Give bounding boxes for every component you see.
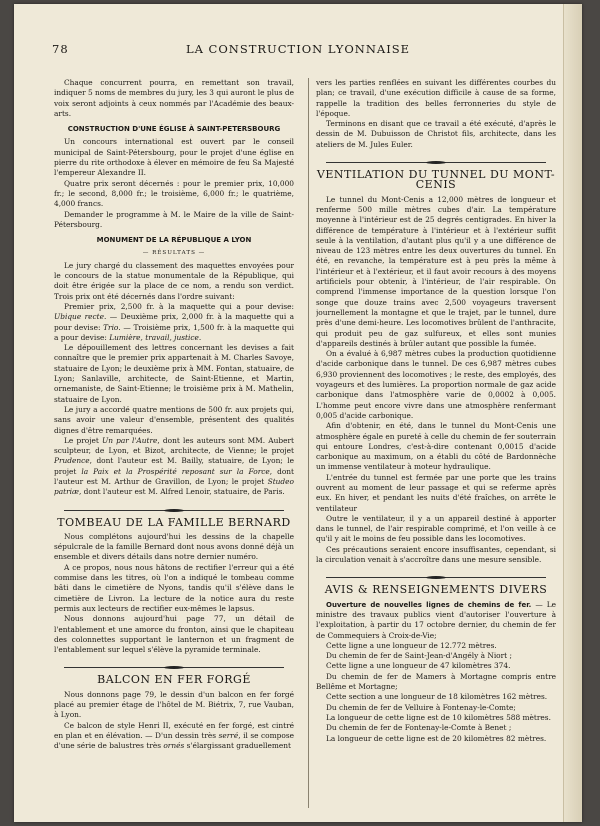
paragraph: Le dépouillement des lettres concernant les devises a fait connaître que le premier prix appartenait à M. Charles Savoye, statuaire de Lyon; le deuxième prix à MM. Fontan, statuaire, de Lyon; Sanlaville, architecte, de Saint-Etienne, et Martin, ornemaniste, de Saint-Etienne; le troisième prix à M. Mathelin, statuaire de Lyon. xyxy=(54,343,294,404)
section-heading-ventilation: VENTILATION DU TUNNEL DU MONT-CENIS xyxy=(316,168,556,192)
right-column xyxy=(316,78,556,813)
paragraph: Le projet Un par l'Autre, dont les auteurs sont MM. Aubert sculpteur, de Lyon, et Bizot, architecte, de Vienne; le projet Prudence, dont l'auteur est M. Bailly, statuaire, de Lyon; le projet la Paix et la Prospérité reposant sur la Force, dont l'auteur est M. Arthur de Gravillon, de Lyon; le projet Studeo patriæ, dont l'auteur est M. Alfred Lenoir, statuaire, de Paris. xyxy=(54,435,294,497)
paragraph: A ce propos, nous nous hâtons de rectifier l'erreur qui a été commise dans les titres, où l'on a indiqué le tombeau comme bâti dans le cimetière de Nyons, tandis qu'il s'élève dans le cimetière de Livron. La lecture de la notice aura du reste permis aux lecteurs de rectifier eux-mêmes le lapsus. xyxy=(54,562,294,613)
paragraph: Ce balcon de style Henri II, exécuté en fer forgé, est cintré en plan et en élévation. — D'un dessin très serré, il se compose d'une série de balustres très ornés s'élargissant graduellement xyxy=(54,720,294,751)
list-item: Du chemin de fer de Mamers à Mortagne compris entre Bellême et Mortagne; xyxy=(316,671,556,692)
journal-title: LA CONSTRUCTION LYONNAISE xyxy=(185,42,411,56)
paragraph: Nous donnons page 79, le dessin d'un balcon en fer forgé placé au premier étage de l'hôtel de M. Biétrix, 7, rue Vauban, à Lyon. xyxy=(54,689,294,720)
section-rule xyxy=(326,160,546,166)
list-item: Cette section a une longueur de 18 kilomètres 162 mètres. xyxy=(326,692,548,702)
section-heading-avis: AVIS & RENSEIGNEMENTS DIVERS xyxy=(324,583,548,597)
paragraph: Premier prix, 2,500 fr. à la maquette qui a pour devise: Ubique recte. — Deuxième prix, 2,000 fr. à la maquette qui a pour devise: Trio. — Troisième prix, 1,500 fr. à la maquette qui a pour devise: Lumière, travail, justice. xyxy=(54,301,294,342)
section-heading-eglise: CONSTRUCTION D'UNE ÉGLISE À SAINT-PETERSBOURG xyxy=(67,125,281,134)
paragraph: Le jury a accordé quatre mentions de 500 fr. aux projets qui, sans avoir une valeur d'ensemble, présentent des qualités dignes d'être remarquées. xyxy=(54,404,294,435)
section-rule xyxy=(64,665,284,671)
section-rule xyxy=(326,575,546,581)
paragraph: Quatre prix seront décernés : pour le premier prix, 10,000 fr.; le second, 8,000 fr.; le troisième, 6,000 fr.; le quatrième, 4,000 francs. xyxy=(54,178,294,209)
paragraph: Nous donnons aujourd'hui page 77, un détail de l'entablement et une amorce du fronton, ainsi que le chapiteau des colonnettes supportant le lanternon et un fragment de l'entablement sur lequel s'élève la pyramide terminale. xyxy=(54,614,294,655)
page-edge xyxy=(563,4,582,822)
list-item: Du chemin de fer de Fontenay-le-Comte à Benet ; xyxy=(326,723,512,733)
paragraph: Outre le ventilateur, il y a un appareil destiné à apporter dans le tunnel, de l'air respirable comprimé, et l'on veille à ce qu'il y ait le moins de feu possible dans les locomotives. xyxy=(316,513,556,544)
list-item: La longueur de cette ligne est de 10 kilomètres 588 mètres. xyxy=(326,712,551,722)
section-heading-balcon: BALCON EN FER FORGÉ xyxy=(97,673,251,687)
paragraph: Chaque concurrent pourra, en remettant son travail, indiquer 5 noms de membres du jury, les 3 qui auront le plus de voix seront adjoints à ceux nommés par l'Académie des beaux-arts. xyxy=(54,78,294,118)
paragraph: Ces précautions seraient encore insuffisantes, cependant, si la circulation venait à s'accroître dans une mesure sensible. xyxy=(316,544,556,565)
list-item: Du chemin de fer de Saint-Jean-d'Angély à Niort ; xyxy=(326,651,512,661)
paragraph: vers les parties renflées en suivant les différentes courbes du plan; ce travail, d'une exécution difficile à cause de sa forme, rappelle la tradition des belles ferronneries du style de l'époque. xyxy=(316,78,556,118)
list-item: Cette ligne a une longueur de 12.772 mètres. xyxy=(326,640,497,650)
paragraph: Nous complétons aujourd'hui les dessins de la chapelle sépulcrale de la famille Bernard dont nous avons donné déjà un ensemble et divers détails dans notre dernier numéro. xyxy=(54,531,294,562)
section-subheading: — RÉSULTATS — xyxy=(142,250,206,257)
page-number: 78 xyxy=(52,42,69,56)
left-column xyxy=(54,78,294,813)
paragraph: Le tunnel du Mont-Cenis a 12,000 mètres de longueur et renferme 500 mille mètres cubes d'air. La température moyenne à l'intérieur est de 25 degrés centigrades. En hiver la différence de température à l'intérieur et à l'extérieur suffit seule à la ventilation, d'autant plus qu'il y a une différence de niveau de 123 mètres entre les deux ouvertures du tunnel. En été, en revanche, la température est à peu près la même à l'intérieur et à l'extérieur, et il faut avoir recours à des moyens artificiels pour obtenir, à l'intérieur, de l'air respirable. On comprend l'immense importance de la question lorsque l'on songe que douze trains avec 2,500 voyageurs traversent journellement la montagne et que le trajet, par le tunnel, dure près d'une demi-heure. Les locomotives brûlent de l'anthracite, qui produit peu de gaz sulfureux, et elles sont munies d'appareils destinés à brûler autant que possible la fumée. xyxy=(316,194,556,348)
section-heading-monument: MONUMENT DE LA RÉPUBLIQUE A LYON xyxy=(96,236,252,245)
paragraph: Ouverture de nouvelles lignes de chemins de fer. — Le ministre des travaux publics vient d'autoriser l'ouverture à l'exploitation, à partir du 17 octobre dernier, du chemin de fer de Commequiers à Croix-de-Vie; xyxy=(316,599,556,640)
list-item: La longueur de cette ligne est de 20 kilomètres 82 mètres. xyxy=(326,733,547,743)
paragraph: Demander le programme à M. le Maire de la ville de Saint-Pétersbourg. xyxy=(54,209,294,229)
paragraph: Afin d'obtenir, en été, dans le tunnel du Mont-Cenis une atmosphère égale en pureté à celle du chemin de fer souterrain qui entoure Londres, c'est-à-dire contenant 0,0015 d'acide carbonique au maximum, on a établi du côté de Bardonnèche un immense ventilateur à moteur hydraulique. xyxy=(316,421,556,472)
paragraph: On a évalué à 6,987 mètres cubes la production quotidienne d'acide carbonique dans le tunnel. De ces 6,987 mètres cubes 6,930 proviennent des locomotives ; le reste, des employés, des voyageurs et des lumières. La proportion normale de gaz acide carbonique dans l'atmosphère varie de 0,0002 à 0,005. L'homme peut encore vivre dans une atmosphère renfermant 0,005 d'acide carbonique. xyxy=(316,349,556,420)
section-rule xyxy=(64,508,284,514)
list-item: Cette ligne a une longueur de 47 kilomètres 374. xyxy=(326,661,511,671)
paragraph: L'entrée du tunnel est fermée par une porte que les trains ouvrent au moment de leur passage et qui se referme après eux. En hiver, et pendant les nuits d'été fraîches, on arrête le ventilateur xyxy=(316,472,556,513)
running-head xyxy=(34,42,562,58)
paragraph: Un concours international est ouvert par le conseil municipal de Saint-Pétersbourg, pour le projet d'une église en pierre du rite orthodoxe à élever en mémoire de feu Sa Majesté l'empereur Alexandre II. xyxy=(54,137,294,178)
page xyxy=(14,4,582,822)
section-heading-tombeau: TOMBEAU DE LA FAMILLE BERNARD xyxy=(57,515,291,529)
column-divider xyxy=(308,78,309,808)
paragraph: Terminons en disant que ce travail a été exécuté, d'après le dessin de M. Dubuisson de Christot fils, architecte, dans les ateliers de M. Jules Euler. xyxy=(316,119,556,149)
paragraph: Le jury chargé du classement des maquettes envoyées pour le concours de la statue monumentale de la République, qui doit être érigée sur la place de ce nom, a rendu son verdict. Trois prix ont été décernés dans l'ordre suivant: xyxy=(54,260,294,301)
list-item: Du chemin de fer de Velluire à Fontenay-le-Comte; xyxy=(326,702,516,712)
